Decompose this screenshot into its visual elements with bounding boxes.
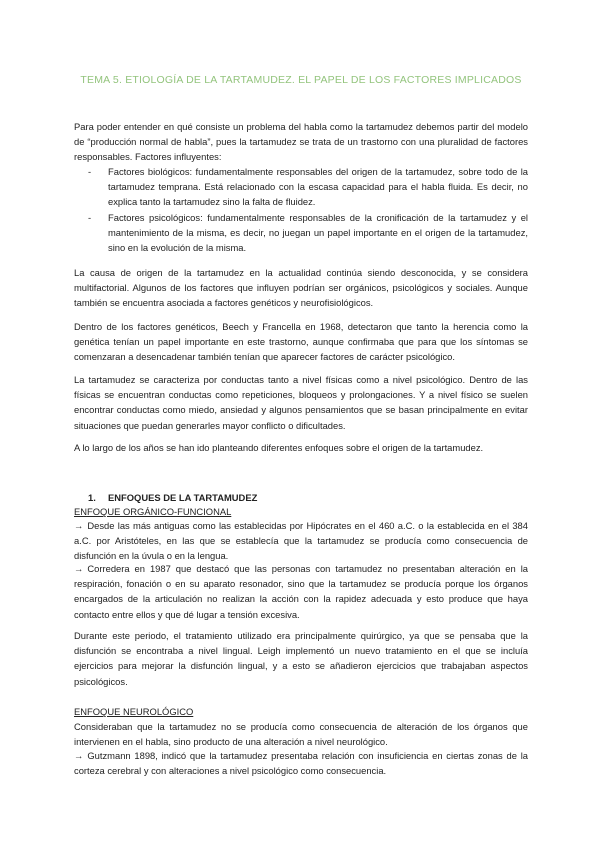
arrow-icon: →	[74, 520, 84, 531]
list-item-psychological: - Factores psicológicos: fundamentalmente responsables de la cronificación de la tartamudez y el mantenimiento de la misma, es decir, no juegan un papel importante en el origen de la tartamudez, sino en la evolución de la misma.	[88, 211, 528, 254]
paragraph-genetic: Dentro de los factores genéticos, Beech y Francella en 1968, detectaron que tanto la herencia como la genética tenían un papel importante en este trastorno, aunque confirmaba que para que los síntomas se comenzaran a desencadenar también tenían que aparecer factores de carácter psicológico.	[74, 321, 528, 363]
organic-treatment-paragraph: Durante este periodo, el tratamiento utilizado era principalmente quirúrgico, ya que se pensaba que la disfunción se encontraba a nivel lingual. Leigh implementó un nuevo tratamiento en el que se incluía ejercicios para mejorar la disfunción lingual, y a esto se añadieron ejercicios que trabajaban aspectos psicológicos.	[74, 630, 528, 687]
section-title: ENFOQUES DE LA TARTAMUDEZ	[108, 492, 258, 503]
organic-item-1: → Desde las más antiguas como las establecidas por Hipócrates en el 460 a.C. o la establecida en el 384 a.C. por Aristóteles, en las que se establecía que la tartamudez se producía como consecuencia de disfunción en la úvula o en la lengua.	[74, 520, 528, 562]
arrow-icon: →	[74, 563, 84, 574]
dash-bullet: -	[88, 211, 92, 223]
neuro-item: → Gutzmann 1898, indicó que la tartamudez presentaba relación con insuficiencia en ciertas zonas de la corteza cerebral y con alteraciones a nivel psicológico como consecuencia.	[74, 750, 528, 777]
neuro-paragraph: Consideraban que la tartamudez no se producía como consecuencia de alteración de los órganos que intervienen en el habla, sino producto de una alteración a nivel neurológico.	[74, 721, 528, 748]
list-item-biological: - Factores biológicos: fundamentalmente responsables del origen de la tartamudez, sobre todo de la tartamudez temprana. Está relacionado con la escasa capacidad para el habla fluida. Es decir, no explica tanto la tartamudez sino la falta de fluidez.	[88, 166, 528, 208]
section-heading	[88, 491, 257, 505]
factors-list	[74, 164, 528, 255]
paragraph-cause: La causa de origen de la tartamudez en la actualidad continúa siendo desconocida, y se considera multifactorial. Algunos de los factores que influyen podrían ser orgánicos, psicológicos y sociales. Aunque también se encuentra asociada a factores genéticos y neurofisiológicos.	[74, 267, 528, 309]
paragraph-behaviors: La tartamudez se caracteriza por conductas tanto a nivel físicas como a nivel psicológico. Dentro de las físicas se encuentran conductas como repeticiones, bloqueos y prolongaciones. Y a nivel físico se suelen encontrar conductas como miedo, ansiedad y algunos pensamientos que se basan principalmente en evitar situaciones que puedan generarles mayor conflicto o dificultades.	[74, 374, 528, 431]
arrow-icon: →	[74, 750, 84, 761]
organic-item-2: → Corredera en 1987 que destacó que las personas con tartamudez no presentaban alteración en la respiración, fonación o en su aparato resonador, sino que la tartamudez se producía porque los órganos encargados de la articulación no realizan la acción con la rapidez adecuada y esto produce que haya contacto entre ellos y que dé lugar a tensión excesiva.	[74, 563, 528, 620]
page-title: TEMA 5. ETIOLOGÍA DE LA TARTAMUDEZ. EL PAPEL DE LOS FACTORES IMPLICADOS	[80, 74, 522, 86]
section-number: 1.	[88, 492, 96, 503]
dash-bullet: -	[88, 166, 92, 177]
subheading-neurological: ENFOQUE NEUROLÓGICO	[74, 706, 194, 717]
paragraph-approaches: A lo largo de los años se han ido planteando diferentes enfoques sobre el origen de la tartamudez.	[74, 442, 484, 453]
subheading-organic: ENFOQUE ORGÁNICO-FUNCIONAL	[74, 506, 232, 517]
intro-paragraph: Para poder entender en qué consiste un problema del habla como la tartamudez debemos partir del modelo de “producción normal de habla”, pues la tartamudez se trata de un trastorno con una pluralidad de factores responsables. Factores influyentes:	[74, 121, 528, 163]
